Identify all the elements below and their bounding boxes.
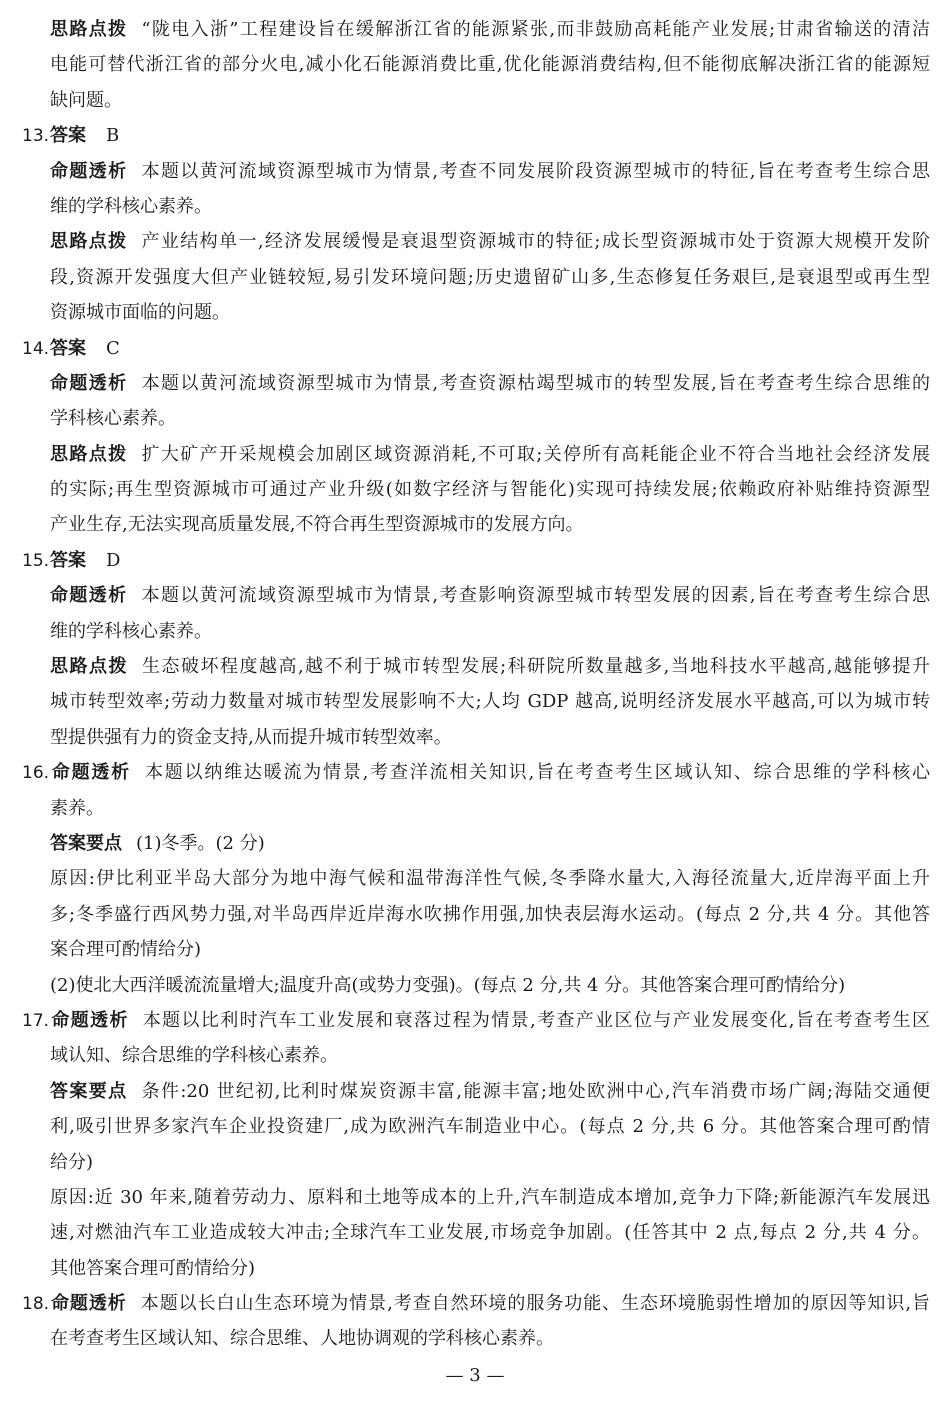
q13-tip-line-3: 资源城市面临的问题。 [50,302,230,324]
q14-tip-line-1: 思路点拨 扩大矿产开采规模会加剧区域资源消耗,不可取;关停所有高耗能企业不符合当地社会经济发展 [50,443,930,465]
tip-label: 思路点拨 [50,656,128,678]
q14-analysis-line-2: 学科核心素养。 [50,408,176,430]
key-points-label: 答案要点 [50,1080,128,1102]
q16-part2-line: (2)使北大西洋暖流流量增大;温度升高(或势力变强)。(每点 2 分,共 4 分。其他答案合理可酌情给分) [50,974,846,996]
analysis-label: 命题透析 [50,372,128,394]
answer-choice: C [106,337,120,359]
tip-label: 思路点拨 [50,231,128,253]
question-number: 14. [22,338,50,359]
q14-analysis-line-1: 命题透析 本题以黄河流域资源型城市为情景,考查资源枯竭型城市的转型发展,旨在考查考生综合思维的 [50,372,930,394]
analysis-label: 命题透析 [50,762,131,784]
q15-tip-line-3: 型提供强有力的资金支持,从而提升城市转型效率。 [50,726,452,748]
analysis-label: 命题透析 [50,1293,127,1315]
q16-analysis-line-2: 素养。 [50,797,104,819]
q17-analysis-line-2: 域认知、综合思维的学科核心素养。 [50,1045,338,1067]
q13-tip-line-1: 思路点拨 产业结构单一,经济发展缓慢是衰退型资源城市的特征;成长型资源城市处于资源大规模开发阶 [50,231,930,253]
q13-analysis-line-2: 维的学科核心素养。 [50,195,212,217]
analysis-label: 命题透析 [50,160,128,182]
answer-key-page [0,12,950,1357]
analysis-label: 命题透析 [50,1009,129,1031]
q15-tip-line-2: 城市转型效率;劳动力数量对城市转型发展影响不大;人均 GDP 越高,说明经济发展水平越高,可以为城市转 [50,691,930,713]
q16-reason-line-2: 多;冬季盛行西风势力强,对半岛西岸近岸海水吹拂作用强,加快表层海水运动。(每点 2 分,共 4 分。其他答 [50,903,930,925]
q12-tip-line-3: 缺问题。 [50,89,122,111]
question-number: 18. [22,1294,50,1315]
q16-reason-line-1: 原因:伊比利亚半岛大部分为地中海气候和温带海洋性气候,冬季降水量大,入海径流量大,近岸海平面上升 [50,868,930,890]
q13-analysis-line-1: 命题透析 本题以黄河流域资源型城市为情景,考查不同发展阶段资源型城市的特征,旨在考查考生综合思 [50,160,930,182]
analysis-label: 命题透析 [50,585,128,607]
q17-reason-line-2: 速,对燃油汽车工业造成较大冲击;全球汽车工业发展,市场竞争加剧。(任答其中 2 点,每点 2 分,共 4 分。 [50,1222,930,1244]
q17-key-line-1: 答案要点 条件:20 世纪初,比利时煤炭资源丰富,能源丰富;地处欧洲中心,汽车消费市场广阔;海陆交通便 [50,1080,930,1102]
q16-analysis-line-1: 16.命题透析 本题以纳维达暖流为情景,考查洋流相关知识,旨在考查考生区域认知、综合思维的学科核心 [22,755,930,790]
q15-answer-line [22,543,930,578]
tip-label: 思路点拨 [50,19,128,40]
q17-key-line-3: 给分) [50,1151,94,1173]
page-number: — 3 — [445,1365,505,1386]
q17-reason-line-3: 其他答案合理可酌情给分) [50,1257,256,1279]
q15-analysis-line-2: 维的学科核心素养。 [50,620,212,642]
q15-tip-line-1: 思路点拨 生态破坏程度越高,越不利于城市转型发展;科研院所数量越多,当地科技水平越高,越能够提升 [50,656,930,678]
q17-reason-line-1: 原因:近 30 年来,随着劳动力、原料和土地等成本的上升,汽车制造成本增加,竞争力下降;新能源汽车发展迅 [50,1186,930,1208]
tip-label: 思路点拨 [50,443,128,465]
question-number: 16. [22,763,50,784]
answer-label: 答案 [50,337,86,359]
answer-label: 答案 [50,549,86,571]
q16-key-line-1: 答案要点 (1)冬季。(2 分) [50,832,265,854]
q18-analysis-line-1: 18.命题透析 本题以长白山生态环境为情景,考查自然环境的服务功能、生态环境脆弱性增加的原因等知识,旨 [22,1286,930,1321]
q14-tip-line-2: 的实际;再生型资源城市可通过产业升级(如数字经济与智能化)实现可持续发展;依赖政府补贴维持资源型 [50,479,930,501]
q14-tip-line-3: 产业生存,无法实现高质量发展,不符合再生型资源城市的发展方向。 [50,514,584,536]
answer-label: 答案 [50,125,86,147]
question-number: 15. [22,550,50,571]
q13-answer-line [22,118,930,153]
q12-tip-line-2: 电能可替代浙江省的部分火电,减小化石能源消费比重,优化能源消费结构,但不能彻底解决浙江省的能源短 [50,54,930,76]
q17-analysis-line-1: 17.命题透析 本题以比利时汽车工业发展和衰落过程为情景,考查产业区位与产业发展变化,旨在考查考生区 [22,1003,930,1038]
key-points-label: 答案要点 [50,832,122,854]
answer-choice: B [106,125,120,147]
q15-analysis-line-1: 命题透析 本题以黄河流域资源型城市为情景,考查影响资源型城市转型发展的因素,旨在考查考生综合思 [50,585,930,607]
answer-choice: D [106,549,121,571]
q14-answer-line [22,331,930,366]
question-number: 17. [22,1010,50,1031]
q18-analysis-line-2: 在考查考生区域认知、综合思维、人地协调观的学科核心素养。 [50,1328,554,1350]
question-number: 13. [22,126,50,147]
q17-key-line-2: 利,吸引世界多家汽车企业投资建厂,成为欧洲汽车制造业中心。(每点 2 分,共 6 分。其他答案合理可酌情 [50,1116,930,1138]
q16-reason-line-3: 案合理可酌情给分) [50,939,202,961]
q13-tip-line-2: 段,资源开发强度大但产业链较短,易引发环境问题;历史遗留矿山多,生态修复任务艰巨,是衰退型或再生型 [50,266,930,288]
q12-tip-line-1: 思路点拨 “陇电入浙”工程建设旨在缓解浙江省的能源紧张,而非鼓励高耗能产业发展;甘肃省输送的清洁 [50,19,930,40]
